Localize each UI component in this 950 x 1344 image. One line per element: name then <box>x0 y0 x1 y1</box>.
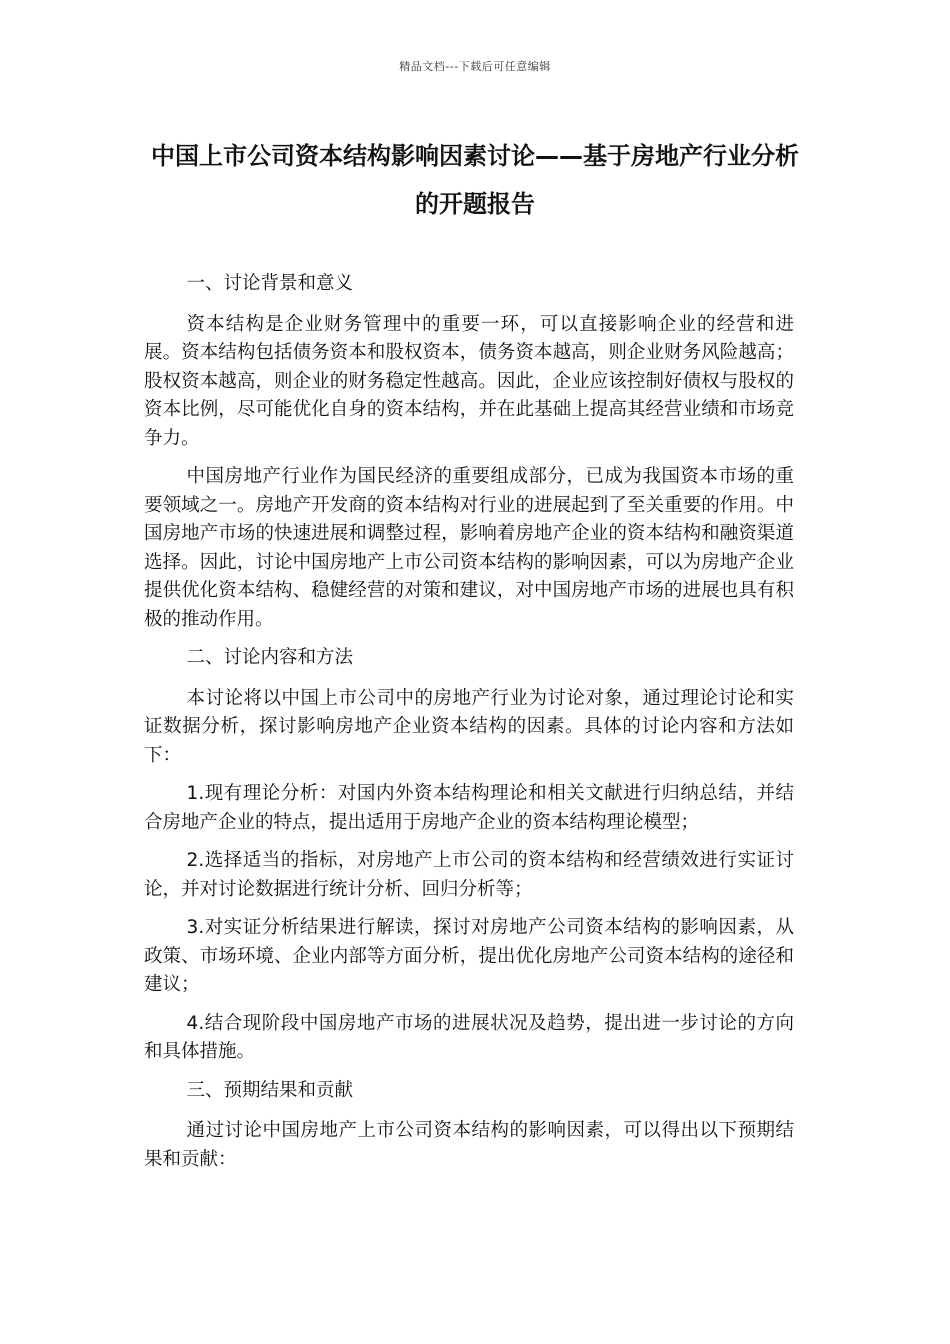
header-note: 精品文档---下载后可任意编辑 <box>399 60 551 73</box>
section-heading-expected-results: 三、预期结果和贡献 <box>186 1079 354 1101</box>
paragraph-real-estate-industry: 中国房地产行业作为国民经济的重要组成部分，已成为我国资本市场的重要领域之一。房地产开发商的资本结构对行业的进展起到了至关重要的作用。中国房地产市场的快速进展和调整过程，影响着房地产企业的资本结构和融资渠道选择。因此，讨论中国房地产上市公司资本结构的影响因素，可以为房地产企业提供优化资本结构、稳健经营的对策和建议，对中国房地产市场的进展也具有积极的推动作用。 <box>144 466 794 630</box>
section-heading-content-methods: 二、讨论内容和方法 <box>186 647 354 668</box>
list-item-result-interpretation: 3.对实证分析结果进行解读，探讨对房地产公司资本结构的影响因素，从政策、市场环境、企业内部等方面分析，提出优化房地产公司资本结构的途径和建议； <box>144 917 794 995</box>
paragraph-research-intro: 本讨论将以中国上市公司中的房地产行业为讨论对象，通过理论讨论和实证数据分析，探讨影响房地产企业资本结构的因素。具体的讨论内容和方法如下： <box>144 687 794 766</box>
document-body <box>144 270 794 1184</box>
section-heading-background: 一、讨论背景和意义 <box>186 273 354 294</box>
paragraph-expected-results: 通过讨论中国房地产上市公司资本结构的影响因素，可以得出以下预期结果和贡献： <box>144 1120 794 1170</box>
paragraph-capital-structure: 资本结构是企业财务管理中的重要一环，可以直接影响企业的经营和进展。资本结构包括债务资本和股权资本，债务资本越高，则企业财务风险越高；股权资本越高，则企业的财务稳定性越高。因此，企业应该控制好债权与股权的资本比例，尽可能优化自身的资本结构，并在此基础上提高其经营业绩和市场竞争力。 <box>144 313 794 449</box>
list-item-theory-analysis: 1.现有理论分析：对国内外资本结构理论和相关文献进行归纳总结，并结合房地产企业的特点，提出适用于房地产企业的资本结构理论模型； <box>144 783 794 833</box>
list-item-future-direction: 4.结合现阶段中国房地产市场的进展状况及趋势，提出进一步讨论的方向和具体措施。 <box>144 1012 794 1062</box>
list-item-empirical-study: 2.选择适当的指标，对房地产上市公司的资本结构和经营绩效进行实证讨论，并对讨论数据进行统计分析、回归分析等； <box>144 850 794 900</box>
document-title: 中国上市公司资本结构影响因素讨论——基于房地产行业分析的开题报告 <box>151 142 799 218</box>
